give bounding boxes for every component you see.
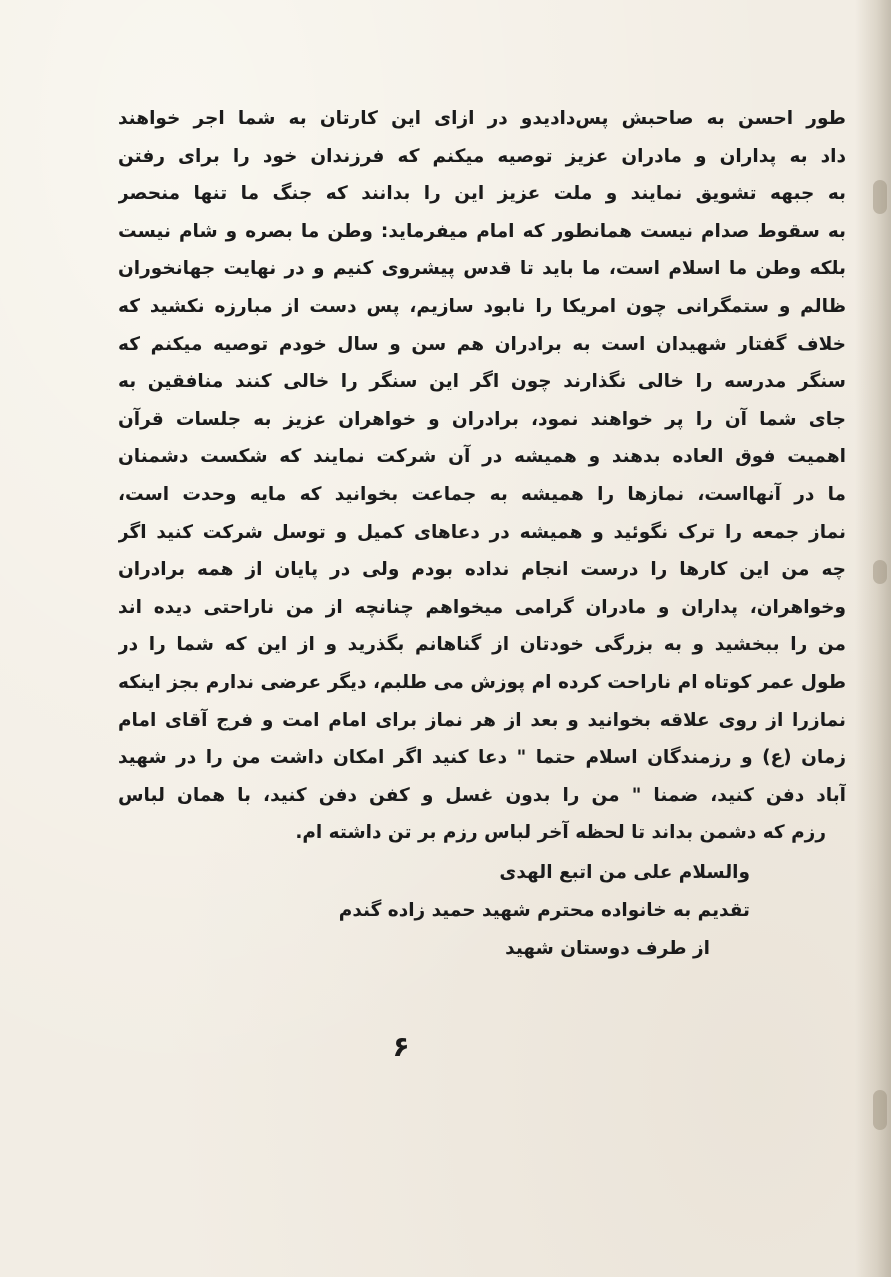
- letter-body: [118, 100, 846, 852]
- text-line: طور احسن به صاحبش پس‌دادیدو در ازای این کارتان به شما اجر خواهند: [118, 108, 846, 129]
- text-line: طول عمر کوتاه ام ناراحت کرده ام پوزش می طلبم، دیگر عرضی ندارم بجز اینکه: [118, 671, 846, 693]
- closing-salutation: والسلام علی من اتبع الهدی: [499, 862, 750, 883]
- dedication-line: تقدیم به خانواده محترم شهید حمید زاده گندم: [338, 900, 750, 921]
- text-line: جای شما آن را پر خواهند نمود، برادران و خواهران عزیز به جلسات قرآن: [118, 408, 846, 430]
- text-line: بلکه وطن ما اسلام است، ما باید تا قدس پیشروی کنیم و در نهایت جهانخوران: [118, 258, 846, 280]
- text-line: به جبهه تشویق نمایند و ملت عزیز این را بدانند که جنگ ما تنها منحصر: [118, 183, 846, 205]
- from-line: از طرف دوستان شهید: [505, 938, 710, 959]
- text-line: سنگر مدرسه را خالی نگذارند چون اگر این سنگر را خالی کنند منافقین به: [118, 371, 846, 393]
- text-line: زمان (ع) و رزمندگان اسلام حتما " دعا کنید اگر امکان داشت من را در شهید: [118, 747, 846, 769]
- page-number: ۶: [392, 1030, 410, 1063]
- text-line: ظالم و ستمگرانی چون امریکا را نابود سازیم، پس دست از مبارزه نکشید که: [118, 295, 846, 317]
- page-edge-shadow: [855, 0, 891, 1277]
- text-line: به سقوط صدام نیست همانطور که امام میفرماید: وطن ما بصره و شام نیست: [118, 220, 846, 242]
- text-line: وخواهران، پداران و مادران گرامی میخواهم چنانچه از من ناراحتی دیده اند: [118, 596, 846, 618]
- text-line: چه من این کارها را درست انجام نداده بودم ولی در پایان از همه برادران: [118, 559, 846, 581]
- text-line: نمازرا از روی علاقه بخوانید و بعد از هر نماز برای امام امت و فرج آقای امام: [118, 709, 846, 731]
- text-line: خلاف گفتار شهیدان است به برادران هم سن و سال خودم توصیه میکنم که: [118, 333, 846, 355]
- edge-stain: [873, 180, 887, 214]
- text-line: اهمیت فوق العاده بدهند و همیشه در آن شرکت نمایند که شکست دشمنان: [118, 446, 846, 468]
- text-line: من را ببخشید و به بزرگی خودتان از گناهانم بگذرید و از این که شما را در: [118, 634, 846, 656]
- text-line-final: رزم که دشمن بداند تا لحظه آخر لباس رزم بر تن داشته ام.: [295, 822, 826, 844]
- text-line: داد به پداران و مادران عزیز توصیه میکنم که فرزندان خود را برای رفتن: [118, 145, 846, 167]
- text-line: آباد دفن کنید، ضمنا " من را بدون غسل و کفن دفن کنید، با همان لباس: [118, 784, 846, 806]
- edge-stain: [873, 1090, 887, 1130]
- text-line: ما در آنهااست، نمازها را همیشه به جماعت بخوانید که مایه وحدت است،: [118, 483, 846, 505]
- edge-stain: [873, 560, 887, 584]
- text-line: نماز جمعه را ترک نگوئید و همیشه در دعاهای کمیل و توسل شرکت کنید اگر: [118, 521, 846, 543]
